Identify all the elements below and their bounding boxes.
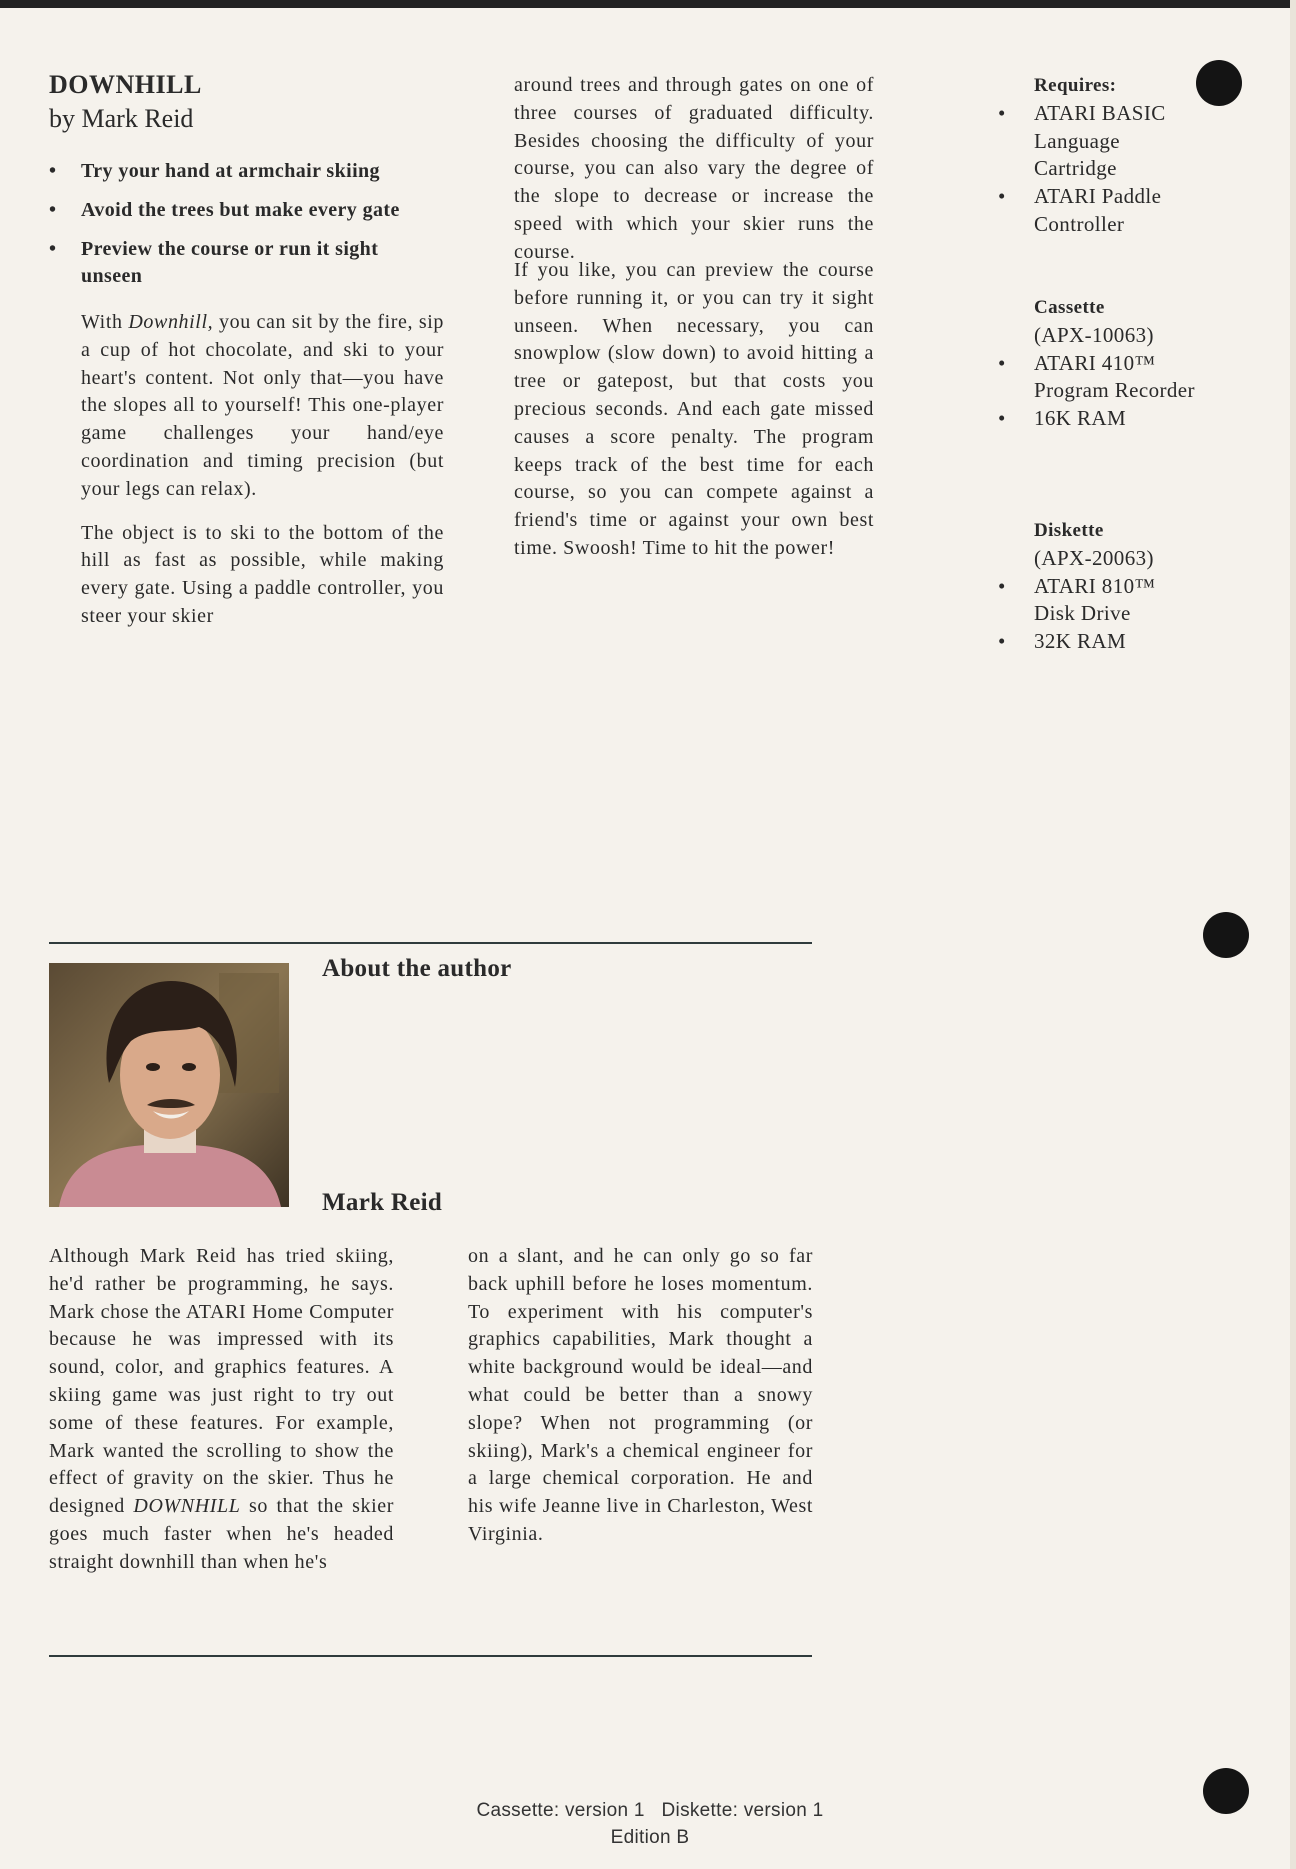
cassette-heading: Cassette xyxy=(1034,297,1105,318)
divider-bottom xyxy=(49,1655,812,1657)
requires-heading: Requires: xyxy=(1034,75,1117,96)
list-item xyxy=(49,197,444,225)
description-paragraph-part2: around trees and through gates on one of three courses of graduated difficulty. Besides choosing the difficulty of your course, you can also vary the degree of the slope to decrease or increase the speed with which your skier runs the course. xyxy=(514,74,874,263)
requirements-diskette xyxy=(998,517,1198,656)
list-item: • 16K RAM xyxy=(998,405,1198,433)
feature-text: Try your hand at armchair skiing xyxy=(81,160,380,182)
bullet-icon: • xyxy=(998,573,1006,598)
author-name: Mark Reid xyxy=(322,1189,443,1216)
feature-text: Avoid the trees but make every gate xyxy=(81,198,400,221)
bio-column-right xyxy=(468,1243,813,1565)
description-paragraph-part1: The object is to ski to the bottom of the hill as fast as possible, while making every gate. Using a paddle controller, you steer your skier xyxy=(81,521,444,627)
divider-top xyxy=(49,942,812,944)
bio-column-left xyxy=(49,1243,394,1593)
list-item: • ATARI 410™ xyxy=(998,350,1198,378)
bio-paragraph: on a slant, and he can only go so far back uphill before he loses momentum. To experiment with his computer's graphics capabilities, Mark thought a white background would be ideal—and what could be better than a snowy slope? When not programming (or skiing), Mark's a chemical engineer for a large chemical corporation. He and his wife Jeanne live in Charleston, West Virginia. xyxy=(468,1245,813,1545)
page-title: DOWNHILL xyxy=(49,70,202,99)
bullet-icon: • xyxy=(998,406,1006,431)
bullet-icon: • xyxy=(49,160,57,182)
description-column-left xyxy=(81,309,444,646)
list-item: • 32K RAM xyxy=(998,628,1198,656)
bullet-icon: • xyxy=(998,100,1006,125)
feature-text: Preview the course or run it sight unseen xyxy=(81,237,379,288)
bio-paragraph: Although Mark Reid has tried skiing, he'd rather be programming, he says. Mark chose the ATARI Home Computer because he was impressed with its sound, color, and graphics features. A skiing game was just right to try out some of these features. For example, Mark wanted the scrolling to show the effect of gravity on the skier. Thus he designed DOWNHILL so that the skier goes much faster when he's headed straight downhill than when he's xyxy=(49,1245,394,1573)
requirements-requires xyxy=(998,72,1198,239)
binder-hole-middle xyxy=(1203,912,1249,958)
bullet-icon: • xyxy=(49,198,57,221)
footer xyxy=(300,1797,1000,1851)
binder-hole-top xyxy=(1196,60,1242,106)
requirements-cassette xyxy=(998,294,1198,433)
game-title-italic: Downhill, xyxy=(128,311,214,333)
feature-list xyxy=(49,158,444,302)
description-column-middle xyxy=(514,72,874,579)
bullet-icon: • xyxy=(998,184,1006,209)
cassette-code: (APX-10063) xyxy=(1034,322,1154,347)
list-item-continuation: Language Cartridge xyxy=(1034,128,1120,181)
list-item: • ATARI 810™ xyxy=(998,573,1198,601)
about-author-heading: About the author xyxy=(322,955,512,982)
description-paragraph: With Downhill, you can sit by the fire, sip a cup of hot chocolate, and ski to your heart's content. Not only that—you have the slopes all to yourself! This one-player game challenges your hand/eye coordination and timing precision (but your legs can relax). xyxy=(81,311,444,500)
game-title-italic: DOWNHILL xyxy=(133,1495,241,1518)
binder-hole-bottom xyxy=(1203,1768,1249,1814)
list-item: • ATARI BASIC xyxy=(998,100,1198,128)
edition-info: Edition B xyxy=(610,1827,690,1848)
description-paragraph: If you like, you can preview the course before running it, or you can try it sight unseen. When necessary, you can snowplow (slow down) to avoid hitting a tree or gatepost, but that costs you precious seconds. And each gate missed causes a score penalty. The program keeps track of the best time for each course, so you can compete against a friend's time or against your own best time. Swoosh! Time to hit the power! xyxy=(514,259,874,559)
bullet-icon: • xyxy=(998,350,1006,375)
list-item: • ATARI Paddle xyxy=(998,183,1198,211)
version-info: Cassette: version 1 Diskette: version 1 xyxy=(476,1800,824,1821)
diskette-heading: Diskette xyxy=(1034,520,1104,541)
author-photo xyxy=(49,963,289,1207)
page-top-edge xyxy=(0,0,1296,8)
title-block xyxy=(49,68,202,136)
list-item-continuation: Controller xyxy=(1034,211,1125,236)
byline: by Mark Reid xyxy=(49,104,194,133)
list-item xyxy=(49,236,444,292)
list-item xyxy=(49,158,444,186)
page-right-edge xyxy=(1290,0,1296,1869)
bullet-icon: • xyxy=(998,629,1006,654)
bullet-icon: • xyxy=(49,237,57,260)
list-item-continuation: Program Recorder xyxy=(1034,378,1195,403)
list-item-continuation: Disk Drive xyxy=(1034,601,1131,626)
diskette-code: (APX-20063) xyxy=(1034,545,1154,570)
